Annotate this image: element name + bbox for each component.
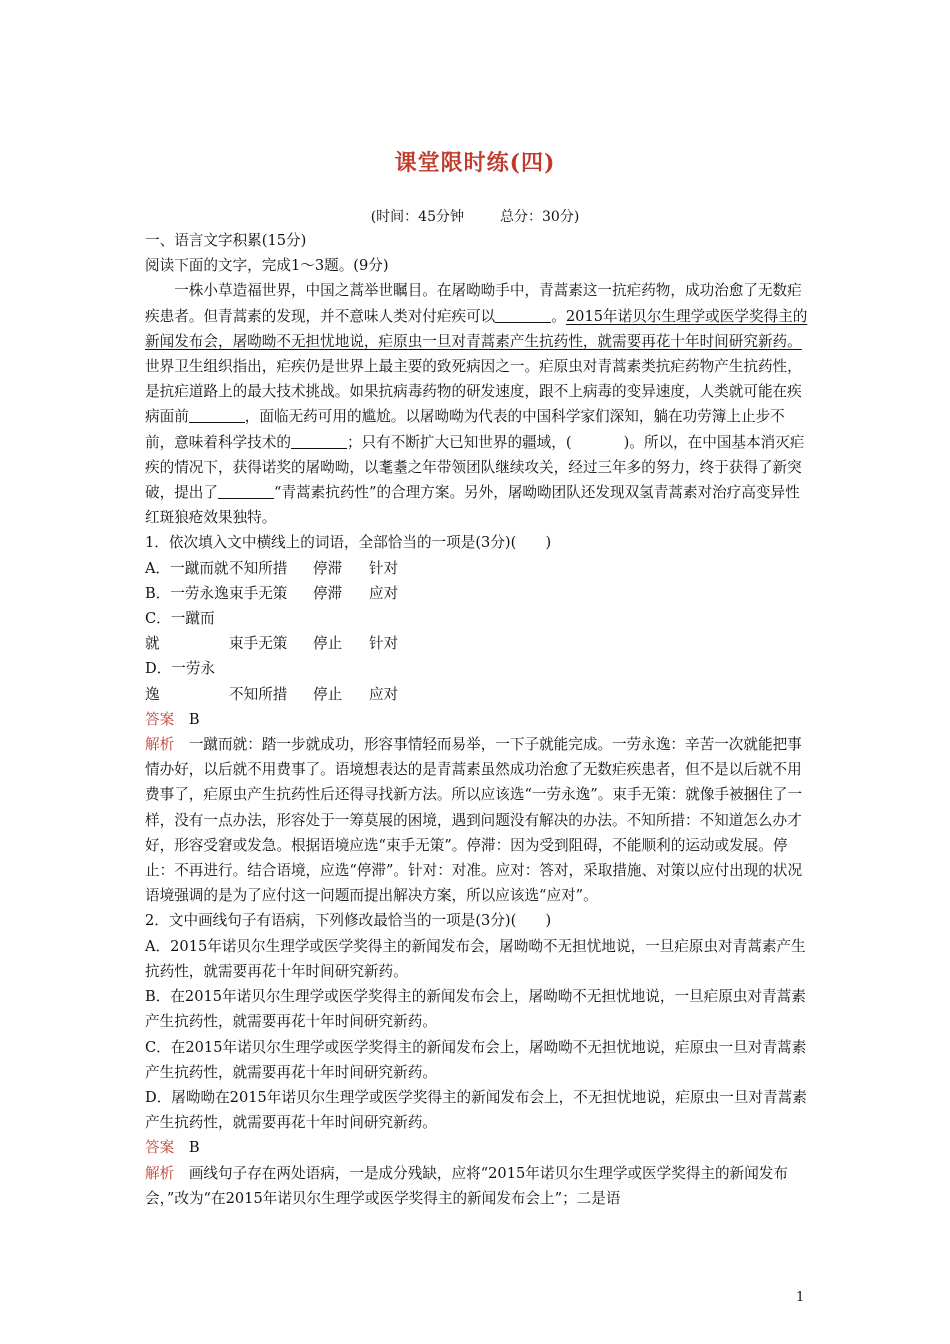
q1-option-d: D．一劳永逸 不知所措 停止 应对 — [145, 660, 399, 703]
section-heading: 一、语言文字积累(15分) — [145, 232, 307, 249]
q1-option-a: A．一蹴而就不知所措 停滞 针对 — [145, 559, 399, 577]
passage-text: ；只有不断扩大已知世界的疆域，( — [346, 433, 572, 451]
analysis-text: 一蹴而就：踏一步就成功，形容事情轻而易举，一下子就能完成。一劳永逸：辛苦一次就能把事情办好，以后就不用费事了。语境想表达的是青蒿素虽然成功治愈了无数疟疾患者，但不是以后就不用费事了，疟原虫产生抗药性后还得寻找新方法。所以应该选“一劳永逸”。束手无策：就像手被捆住了一样，没有一点办法，形容处于一筹莫展的困境，遇到问题没有解决的办法。不知所措：不知道怎么办才好，形容受窘或发急。根据语境应选“束手无策”。停滞：因为受到阻碍，不能顺利的运动或发展。停止：不再进行。结合语境，应选“停滞”。针对：对准。应对：答对，采取措施、对策以应付出现的状况语境强调的是为了应付这一问题而提出解决方案，所以应该选“应对”。 — [145, 736, 803, 905]
question-2-stem: 2．文中画线句子有语病，下列修改最恰当的一项是(3分)( ) — [145, 912, 552, 930]
analysis-text: 画线句子存在两处语病，一是成分残缺，应将“2015年诺贝尔生理学或医学奖得主的新闻发布会，”改为“在2015年诺贝尔生理学或医学奖得主的新闻发布会上”；二是语 — [145, 1164, 788, 1207]
passage-text: 世界卫生组织指出，疟疾仍是世界上最主要的致死病因之一。疟原虫对青蒿素类抗疟药物产生抗药性，是抗疟道路上的最大技术挑战。如果抗病毒药物的研发速度，跟不上病毒的变异速度，人类就可能在疾病面前 — [145, 358, 802, 426]
q2-option-c: C．在2015年诺贝尔生理学或医学奖得主的新闻发布会上，屠呦呦不无担忧地说，疟原虫一旦对青蒿素产生抗药性，就需要再花十年时间研究新药。 — [145, 1038, 807, 1081]
q2-option-b: B．在2015年诺贝尔生理学或医学奖得主的新闻发布会上，屠呦呦不无担忧地说，一旦疟原虫对青蒿素产生抗药性，就需要再花十年时间研究新药。 — [145, 988, 806, 1031]
question-1-stem: 1．依次填入文中横线上的词语，全部恰当的一项是(3分)( ) — [145, 534, 552, 552]
fill-blank — [495, 308, 551, 323]
q2-option-a: A．2015年诺贝尔生理学或医学奖得主的新闻发布会，屠呦呦不无担忧地说，一旦疟原虫对青蒿素产生抗药性，就需要再花十年时间研究新药。 — [145, 937, 806, 980]
analysis-label: 解析 — [145, 736, 175, 754]
passage-text: 一株小草造福世界，中国之蒿举世瞩目。在屠呦呦手中，青蒿素这一抗疟药物，成功治愈了无数疟疾患者。但青蒿素的发现，并不意味人类对付疟疾可以 — [145, 282, 802, 325]
exam-meta — [0, 206, 950, 226]
q2-option-d: D．屠呦呦在2015年诺贝尔生理学或医学奖得主的新闻发布会上，不无担忧地说，疟原虫一旦对青蒿素产生抗药性，就需要再花十年时间研究新药。 — [145, 1088, 807, 1132]
passage-text: “青蒿素抗药性”的合理方案。另外，屠呦呦团队还发现双氢青蒿素对治疗高变异性红斑狼疮效果独特。 — [145, 484, 800, 527]
reading-instruction: 阅读下面的文字，完成1～3题。(9分) — [145, 257, 389, 275]
reading-passage — [145, 278, 809, 530]
q1-answer — [145, 707, 809, 732]
fill-blank — [291, 434, 347, 449]
underlined-sentence: 2015年诺贝尔生理学或医学奖得主的新闻发布会，屠呦呦不无担忧地说，疟原虫一旦对青蒿素产生抗药性，就需要再花十年时间研究新药。 — [145, 307, 808, 350]
answer-value: B — [188, 710, 200, 728]
q2-analysis — [145, 1161, 809, 1211]
answer-label: 答案 — [145, 710, 175, 728]
answer-value: B — [188, 1139, 200, 1157]
q1-analysis — [145, 732, 809, 908]
document-body — [145, 228, 809, 1211]
passage-text: 。 — [551, 307, 566, 325]
time-limit: (时间：45分钟 — [370, 209, 464, 225]
passage-text: )。所以，在中国基本消灭疟疾的情况下，获得诺奖的屠呦呦，以耄耋之年带领团队继续攻关，经过三年多的努力，终于获得了新突破，提出了 — [145, 433, 805, 502]
analysis-label: 解析 — [145, 1164, 175, 1182]
q1-option-b: B．一劳永逸束手无策 停滞 应对 — [145, 584, 399, 602]
page-number: 1 — [796, 1290, 805, 1305]
q2-answer — [145, 1135, 809, 1160]
answer-label: 答案 — [145, 1139, 175, 1157]
page-title: 课堂限时练(四) — [394, 150, 556, 176]
total-score: 总分：30分) — [500, 209, 580, 225]
fill-blank — [218, 484, 274, 499]
passage-text: ，面临无药可用的尴尬。以屠呦呦为代表的中国科学家们深知，躺在功劳簿上止步不前，意味着科学技术的 — [145, 408, 785, 451]
fill-blank — [189, 408, 245, 423]
q1-option-c: C．一蹴而就 束手无策 停止 针对 — [145, 610, 399, 653]
